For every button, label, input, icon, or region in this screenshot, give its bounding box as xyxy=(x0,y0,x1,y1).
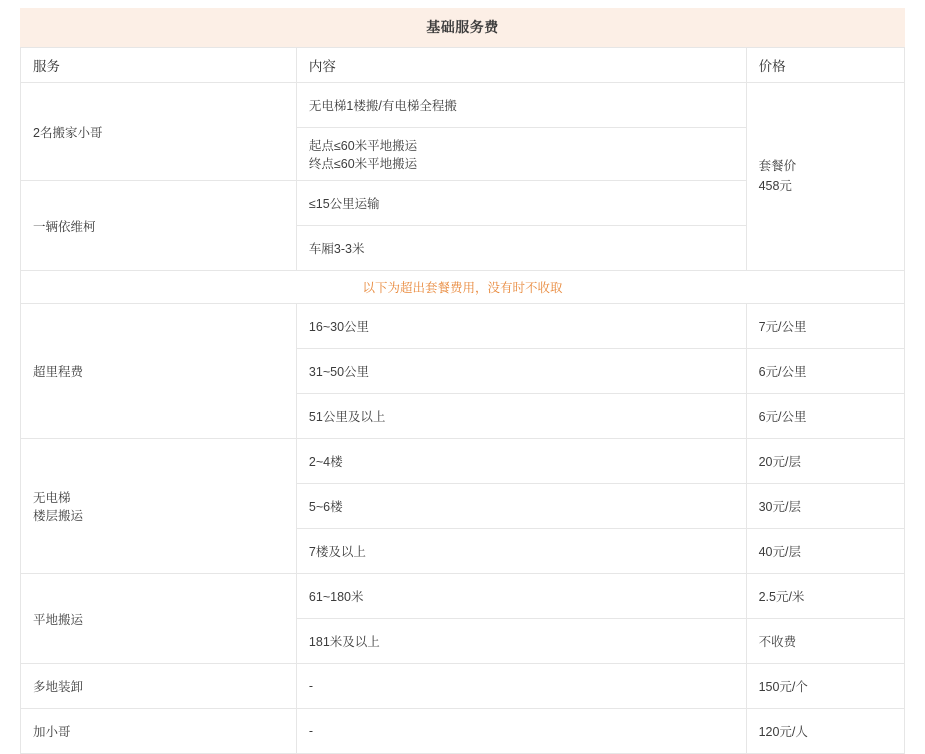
truck-content-2: 车厢3-3米 xyxy=(296,226,746,271)
table-header-row xyxy=(21,48,905,83)
table-row xyxy=(21,664,905,709)
column-header-price: 价格 xyxy=(746,48,904,83)
column-header-service: 服务 xyxy=(21,48,297,83)
flat-carry-price-2: 不收费 xyxy=(746,619,904,664)
mileage-content-2: 31~50公里 xyxy=(296,349,746,394)
table-row xyxy=(21,439,905,484)
flat-carry-content-2: 181米及以上 xyxy=(296,619,746,664)
mileage-price-3: 6元/公里 xyxy=(746,394,904,439)
service-stairs-line1: 无电梯 xyxy=(33,491,71,505)
stairs-content-2: 5~6楼 xyxy=(296,484,746,529)
stairs-price-1: 20元/层 xyxy=(746,439,904,484)
service-mileage: 超里程费 xyxy=(21,304,297,439)
service-extra-worker: 加小哥 xyxy=(21,709,297,754)
movers-content-2 xyxy=(296,128,746,181)
column-header-content: 内容 xyxy=(296,48,746,83)
table-body xyxy=(21,83,905,754)
extra-worker-content: - xyxy=(296,709,746,754)
table-row xyxy=(21,304,905,349)
stairs-content-3: 7楼及以上 xyxy=(296,529,746,574)
extra-fee-note-row xyxy=(21,271,905,304)
mileage-content-1: 16~30公里 xyxy=(296,304,746,349)
page-title: 基础服务费 xyxy=(20,8,905,47)
mileage-content-3: 51公里及以上 xyxy=(296,394,746,439)
multi-stop-price: 150元/个 xyxy=(746,664,904,709)
mileage-price-1: 7元/公里 xyxy=(746,304,904,349)
package-price-value: 458元 xyxy=(758,178,792,193)
package-price xyxy=(746,83,904,271)
service-stairs-line2: 楼层搬运 xyxy=(33,509,84,523)
table-row xyxy=(21,709,905,754)
truck-content-1: ≤15公里运输 xyxy=(296,181,746,226)
multi-stop-content: - xyxy=(296,664,746,709)
mileage-price-2: 6元/公里 xyxy=(746,349,904,394)
stairs-price-3: 40元/层 xyxy=(746,529,904,574)
movers-content-1: 无电梯1楼搬/有电梯全程搬 xyxy=(296,83,746,128)
stairs-content-1: 2~4楼 xyxy=(296,439,746,484)
table-header xyxy=(21,48,905,83)
table-row xyxy=(21,574,905,619)
service-multi-stop: 多地装卸 xyxy=(21,664,297,709)
movers-content-2-line2: 终点≤60米平地搬运 xyxy=(308,157,418,171)
stairs-price-2: 30元/层 xyxy=(746,484,904,529)
extra-fee-note: 以下为超出套餐费用，没有时不收取 xyxy=(21,271,905,304)
service-stairs xyxy=(21,439,297,574)
flat-carry-price-1: 2.5元/米 xyxy=(746,574,904,619)
flat-carry-content-1: 61~180米 xyxy=(296,574,746,619)
service-flat-carry: 平地搬运 xyxy=(21,574,297,664)
price-table xyxy=(20,47,905,754)
service-movers: 2名搬家小哥 xyxy=(21,83,297,181)
package-price-label: 套餐价 xyxy=(758,159,797,174)
service-truck: 一辆依维柯 xyxy=(21,181,297,271)
movers-content-2-line1: 起点≤60米平地搬运 xyxy=(308,139,418,153)
table-row xyxy=(21,83,905,128)
extra-worker-price: 120元/人 xyxy=(746,709,904,754)
